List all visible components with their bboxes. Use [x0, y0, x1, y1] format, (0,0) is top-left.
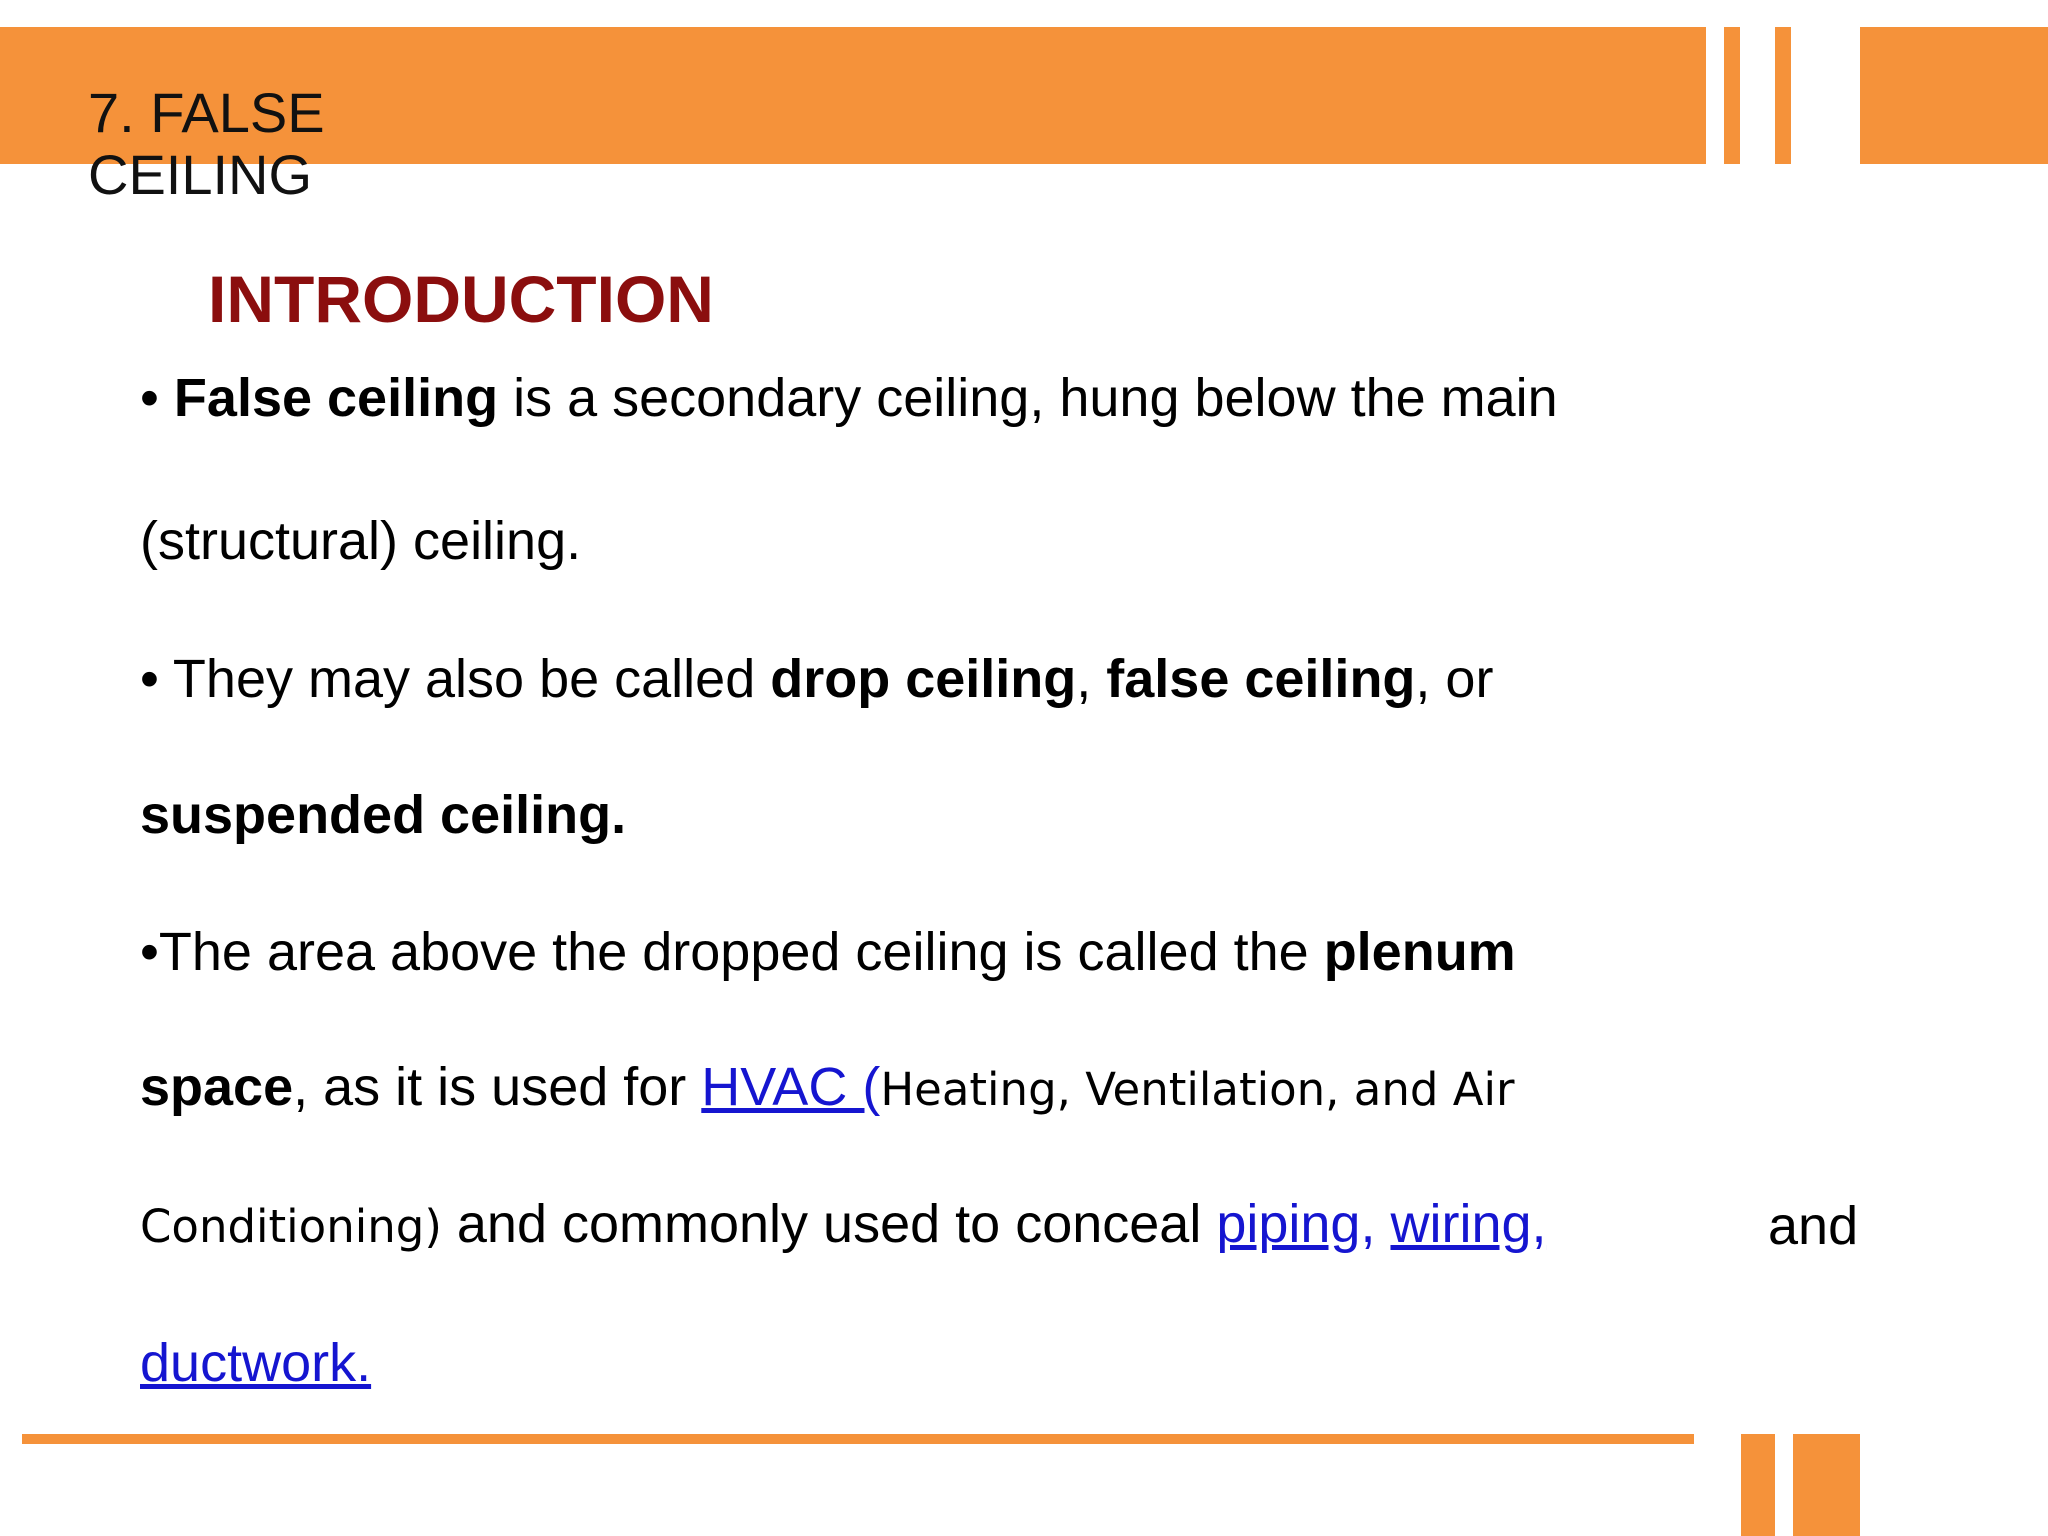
- bullet-3-line-1: [140, 921, 1516, 983]
- header-block-right: [1860, 27, 2048, 164]
- term-drop-ceiling: drop ceiling: [770, 649, 1077, 709]
- bullet-3-text-3: and commonly used to conceal: [441, 1194, 1217, 1254]
- bullet-1-line-1: [140, 367, 1558, 429]
- slide-title-line1: 7. FALSE: [88, 81, 325, 144]
- conditioning-text: Conditioning): [140, 1200, 442, 1253]
- wiring-link[interactable]: wiring,: [1390, 1194, 1547, 1254]
- term-suspended-ceiling: suspended ceiling.: [140, 785, 627, 845]
- footer-block-2: [1793, 1434, 1860, 1536]
- ductwork-link[interactable]: ductwork.: [140, 1333, 372, 1393]
- separator: ,: [1076, 649, 1107, 709]
- header-stripe-2: [1775, 27, 1791, 164]
- bullet-2-line-2: [140, 784, 626, 846]
- section-heading: INTRODUCTION: [208, 262, 714, 336]
- term-false-ceiling: False ceiling: [173, 368, 499, 428]
- piping-link[interactable]: piping,: [1216, 1194, 1376, 1254]
- slide-title: [88, 82, 325, 206]
- hvac-expansion-text: Heating, Ventilation, and Air: [880, 1063, 1515, 1116]
- bullet-2-text: • They may also be called: [140, 649, 771, 709]
- slide-title-line2: CEILING: [88, 143, 313, 206]
- header-stripe-1: [1724, 27, 1740, 164]
- bullet-3-line-4: [140, 1332, 371, 1394]
- bullet-3-text-2: , as it is used for: [293, 1057, 702, 1117]
- hvac-link[interactable]: HVAC (: [701, 1057, 881, 1117]
- bullet-marker: •: [140, 368, 174, 428]
- bullet-2-text-end: , or: [1415, 649, 1494, 709]
- bullet-1-line-2: (structural) ceiling.: [140, 511, 582, 571]
- and-text: and: [1768, 1196, 1859, 1256]
- bullet-1-text: is a secondary ceiling, hung below the main: [498, 368, 1558, 428]
- term-false-ceiling-2: false ceiling: [1106, 649, 1416, 709]
- bullet-3-text: •The area above the dropped ceiling is called the: [140, 922, 1324, 982]
- term-plenum: plenum: [1323, 922, 1516, 982]
- bullet-2-line-1: [140, 648, 1493, 710]
- bullet-3-line-2: [140, 1056, 1515, 1121]
- term-space: space: [140, 1057, 294, 1117]
- bullet-3-line-3: [140, 1193, 1547, 1258]
- footer-line: [22, 1434, 1694, 1444]
- footer-block-1: [1741, 1434, 1775, 1536]
